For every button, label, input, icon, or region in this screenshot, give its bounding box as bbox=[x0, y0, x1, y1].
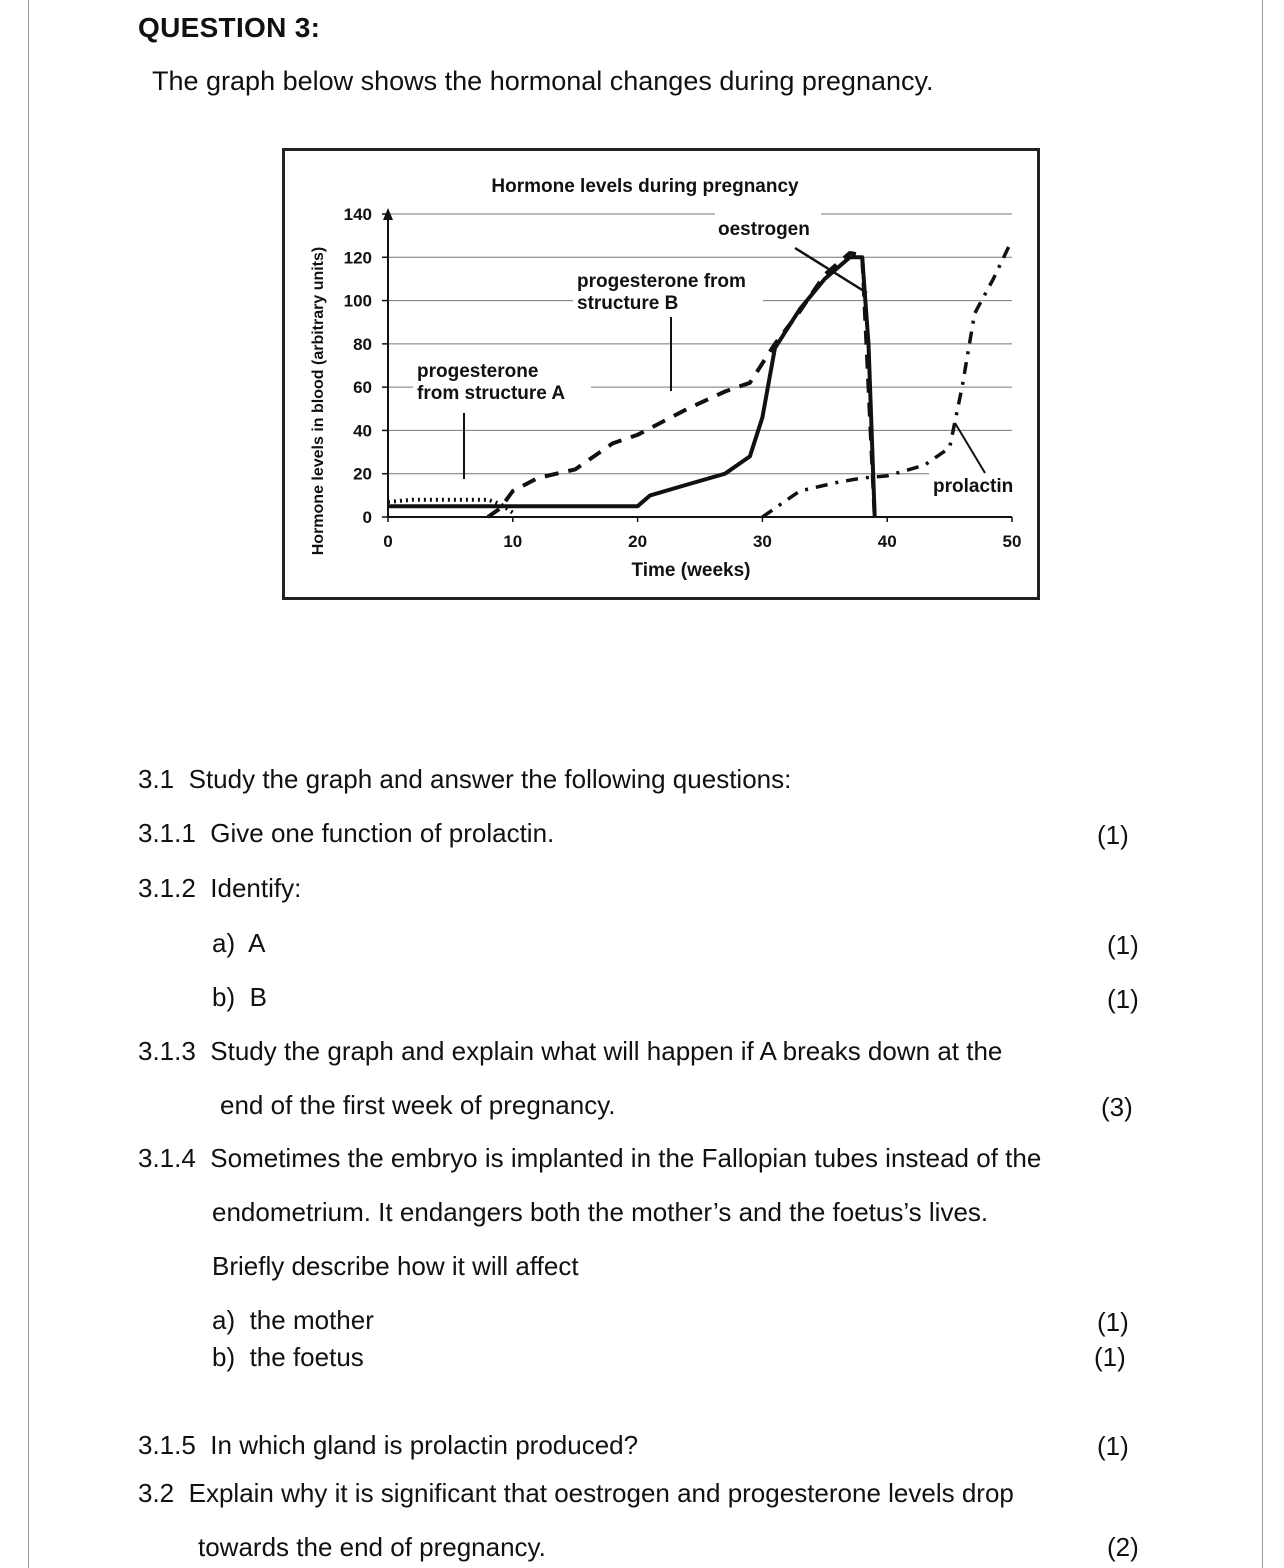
y-tick-label: 0 bbox=[362, 508, 372, 527]
question-text: B bbox=[249, 982, 267, 1012]
question-text: Sometimes the embryo is implanted in the Fallopian tubes instead of the bbox=[210, 1143, 1042, 1173]
y-tick-label: 20 bbox=[353, 464, 372, 484]
question-number: 3.1.3 bbox=[138, 1036, 196, 1066]
x-tick-label: 10 bbox=[503, 532, 523, 551]
y-tick-label: 140 bbox=[343, 205, 372, 224]
oestrogen-label: oestrogen bbox=[718, 219, 810, 240]
y-tick-label: 80 bbox=[353, 334, 372, 354]
mark-3-2: (2) bbox=[1107, 1532, 1139, 1562]
question-number: 3.1.1 bbox=[138, 818, 196, 848]
question-text: the mother bbox=[249, 1305, 374, 1335]
question-text: Study the graph and explain what will happen if A breaks down at the bbox=[210, 1036, 1003, 1066]
x-tick-label: 30 bbox=[752, 532, 772, 551]
mark-3-1-4-a: (1) bbox=[1097, 1307, 1129, 1337]
mark-3-1-4-b: (1) bbox=[1094, 1342, 1126, 1372]
intro-text: The graph below shows the hormonal changes during pregnancy. bbox=[152, 66, 934, 96]
mark-3-1-2-a: (1) bbox=[1107, 930, 1139, 960]
page-left-border bbox=[28, 0, 29, 1568]
question-3-1-4-a bbox=[212, 1305, 374, 1336]
question-text: the foetus bbox=[249, 1342, 364, 1372]
question-number: 3.1.2 bbox=[138, 873, 196, 903]
question-3-1-1 bbox=[138, 818, 554, 849]
question-letter: b) bbox=[212, 1342, 236, 1372]
question-3-1-4-line2: endometrium. It endangers both the mother’s and the foetus’s lives. bbox=[212, 1197, 989, 1227]
mark-3-1-1: (1) bbox=[1097, 820, 1129, 850]
question-3-2-continued: towards the end of pregnancy. bbox=[198, 1532, 546, 1562]
question-letter: a) bbox=[212, 1305, 236, 1335]
question-3-1-3 bbox=[138, 1036, 1002, 1067]
prolactin-label: prolactin bbox=[933, 476, 1014, 497]
x-tick-label: 40 bbox=[877, 532, 897, 551]
x-axis-label: Time (weeks) bbox=[631, 560, 751, 581]
progesterone-a-label-line2: from structure A bbox=[417, 383, 566, 404]
progesterone-b-label-line1: progesterone from bbox=[577, 271, 746, 292]
y-tick-label: 40 bbox=[353, 421, 372, 441]
y-tick-label: 100 bbox=[343, 291, 372, 311]
question-text: In which gland is prolactin produced? bbox=[210, 1430, 639, 1460]
question-3-1-4-b bbox=[212, 1342, 364, 1373]
question-heading: QUESTION 3: bbox=[138, 12, 321, 43]
progesterone-a-label-line1: progesterone bbox=[417, 361, 539, 382]
hormone-chart bbox=[285, 151, 1037, 597]
question-number: 3.1.5 bbox=[138, 1430, 196, 1460]
question-3-1 bbox=[138, 764, 791, 795]
page-right-border bbox=[1262, 0, 1263, 1568]
question-3-1-5 bbox=[138, 1430, 638, 1461]
question-3-2 bbox=[138, 1478, 1014, 1509]
question-3-1-3-continued: end of the first week of pregnancy. bbox=[220, 1090, 616, 1120]
question-text: Give one function of prolactin. bbox=[210, 818, 555, 848]
chart-gridlines bbox=[388, 214, 1012, 474]
question-3-1-4 bbox=[138, 1143, 1041, 1174]
mark-3-1-5: (1) bbox=[1097, 1431, 1129, 1461]
question-text: A bbox=[248, 928, 266, 958]
question-3-1-2-a bbox=[212, 928, 265, 959]
question-3-1-4-line3: Briefly describe how it will affect bbox=[212, 1251, 579, 1281]
hormone-chart-figure bbox=[282, 148, 1040, 600]
y-tick-label: 120 bbox=[343, 248, 372, 268]
x-tick-label: 20 bbox=[628, 532, 648, 551]
progesterone-b-label-line2: structure B bbox=[577, 293, 679, 314]
question-number: 3.1.4 bbox=[138, 1143, 196, 1173]
chart-title: Hormone levels during pregnancy bbox=[491, 176, 799, 197]
x-tick-label: 0 bbox=[383, 532, 393, 551]
question-3-1-2-b bbox=[212, 982, 267, 1013]
question-text: Explain why it is significant that oestrogen and progesterone levels drop bbox=[188, 1478, 1014, 1508]
mark-3-1-2-b: (1) bbox=[1107, 984, 1139, 1014]
question-number: 3.2 bbox=[138, 1478, 175, 1508]
y-tick-label: 60 bbox=[353, 378, 372, 398]
question-3-1-2 bbox=[138, 873, 301, 904]
y-axis-label: Hormone levels in blood (arbitrary units) bbox=[310, 246, 327, 556]
question-text: Identify: bbox=[210, 873, 302, 903]
question-letter: b) bbox=[212, 982, 236, 1012]
question-number: 3.1 bbox=[138, 764, 175, 794]
mark-3-1-3: (3) bbox=[1101, 1092, 1133, 1122]
question-letter: a) bbox=[212, 928, 236, 958]
question-text: Study the graph and answer the following questions: bbox=[188, 764, 792, 794]
oestrogen-pointer bbox=[795, 248, 867, 293]
x-tick-label: 50 bbox=[1002, 532, 1022, 551]
